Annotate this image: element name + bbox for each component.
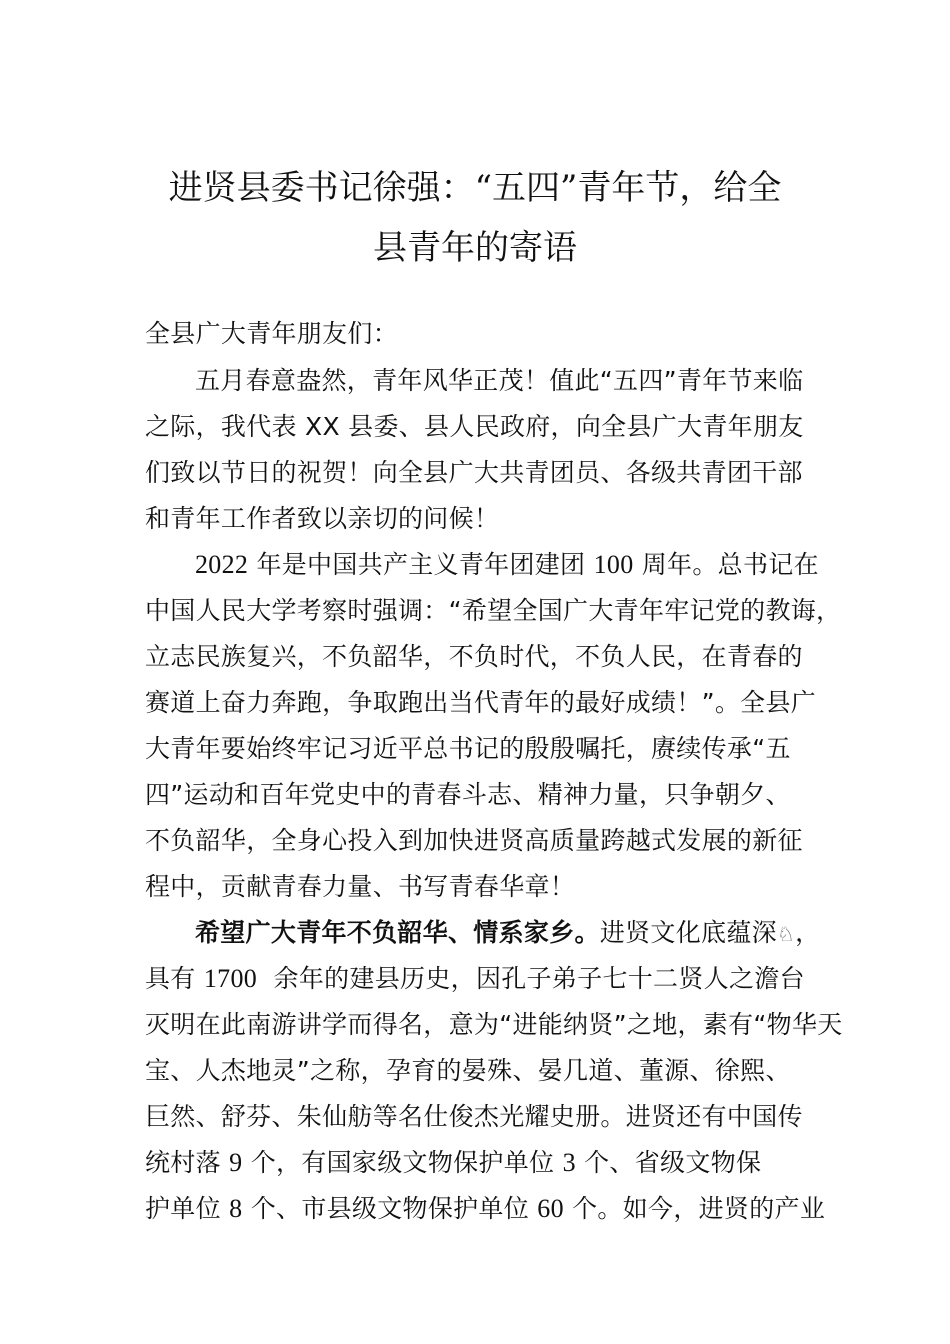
- paragraph-3-line-4: 宝、人杰地灵”之称，孕育的晏殊、晏几道、董源、徐熙、: [145, 1056, 791, 1085]
- paragraph-1-line-2: 之际，我代表 XX 县委、县人民政府，向全县广大青年朋友: [145, 412, 804, 441]
- paragraph-1-line-1: 五月春意盎然，青年风华正茂！值此“五四”青年节来临: [195, 366, 804, 395]
- paragraph-3-line-5: 巨然、舒芬、朱仙舫等名仕俊杰光耀史册。进贤还有中国传: [145, 1102, 803, 1131]
- paragraph-2-line-4: 赛道上奋力奔跑，争取跑出当代青年的最好成绩！”。全县广: [145, 688, 817, 717]
- text-span: ，: [795, 918, 821, 947]
- text-span: 统村落: [145, 1148, 230, 1177]
- text-span: 个、省级文物保: [575, 1148, 762, 1177]
- villages-count: 9: [229, 1148, 243, 1177]
- paragraph-2-line-8: 程中，贡献青春力量、书写青春华章！: [145, 872, 576, 901]
- paragraph-2-line-6: 四”运动和百年党史中的青春斗志、精神力量，只争朝夕、: [145, 780, 791, 809]
- anniversary-number: 100: [593, 550, 634, 579]
- provincial-sites-count: 8: [229, 1194, 243, 1223]
- salutation: 全县广大青年朋友们：: [145, 319, 399, 348]
- text-span: 年是中国共产主义青年团建团: [248, 550, 594, 579]
- paragraph-3-line-6: [145, 1147, 761, 1179]
- paragraph-2-line-5: 大青年要始终牢记习近平总书记的殷殷嘱托，赓续传承“五: [145, 734, 791, 763]
- bold-lead-sentence: 希望广大青年不负韶华、情系家乡。: [195, 918, 600, 947]
- national-sites-count: 3: [562, 1148, 576, 1177]
- paragraph-3-line-7: [145, 1193, 825, 1225]
- paragraph-1-line-3: 们致以节日的祝贺！向全县广大共青团员、各级共青团干部: [145, 458, 803, 487]
- paragraph-2-line-2: 中国人民大学考察时强调：“希望全国广大青年牢记党的教诲，: [145, 596, 842, 625]
- paragraph-2-line-1: [195, 549, 819, 581]
- year-number: 2022: [195, 550, 249, 579]
- years-number: 1700: [203, 964, 258, 993]
- document-title-line-1: 进贤县委书记徐强：“五四”青年节，给全: [168, 168, 782, 208]
- document-title-line-2: 县青年的寄语: [373, 228, 577, 268]
- paragraph-2-line-7: 不负韶华，全身心投入到加快进贤高质量跨越式发展的新征: [145, 826, 803, 855]
- paragraph-3-line-3: 灭明在此南游讲学而得名，意为“进能纳贤”之地，素有“物华天: [145, 1010, 843, 1039]
- text-span: 个、市县级文物保护单位: [242, 1194, 538, 1223]
- text-span: 护单位: [145, 1194, 230, 1223]
- paragraph-2-line-3: 立志民族复兴，不负韶华，不负时代，不负人民，在青春的: [145, 642, 803, 671]
- text-span: 具有: [145, 964, 204, 993]
- text-span: 周年。总书记在: [633, 550, 819, 579]
- county-sites-count: 60: [537, 1194, 564, 1223]
- paragraph-3-line-1: [195, 917, 820, 950]
- paragraph-1-line-4: 和青年工作者致以亲切的问候！: [145, 504, 500, 533]
- chess-knight-icon: ♘: [776, 922, 796, 946]
- text-span: 个。如今，进贤的产业: [563, 1194, 826, 1223]
- text-span: 个，有国家级文物保护单位: [242, 1148, 563, 1177]
- text-span: 进贤文化底蕴深: [599, 918, 777, 947]
- text-span: 余年的建县历史，因孔子弟子七十二贤人之澹台: [257, 964, 805, 993]
- paragraph-3-line-2: [145, 963, 805, 995]
